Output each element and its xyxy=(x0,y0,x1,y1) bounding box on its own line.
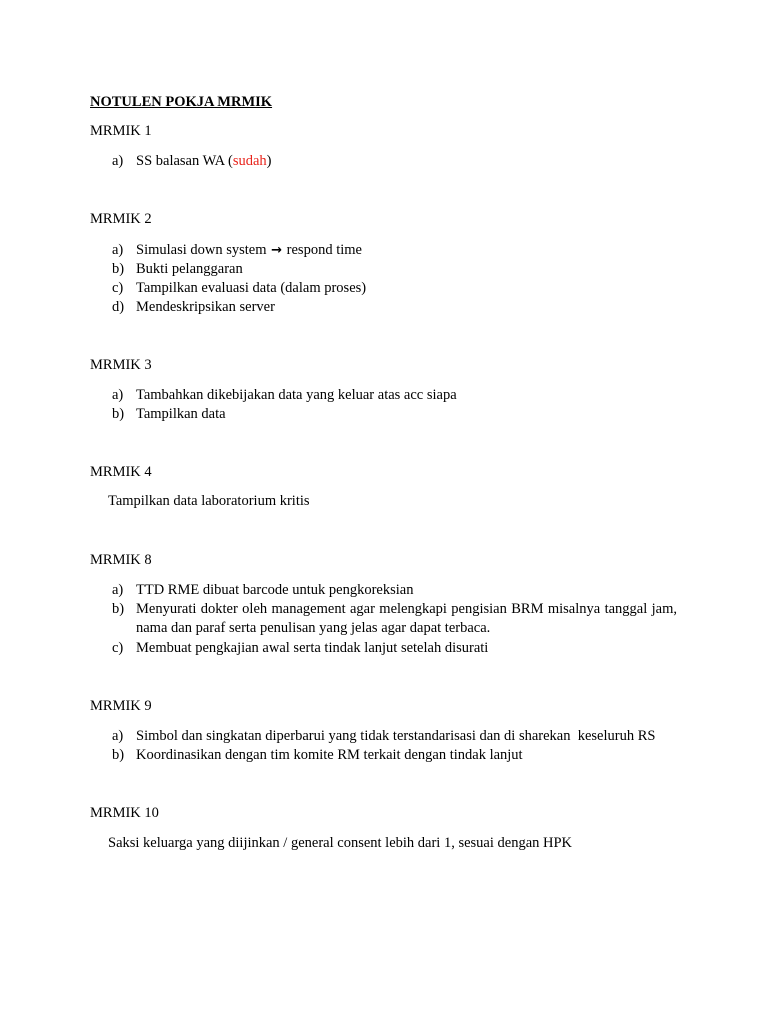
item-text-before: Simulasi down system xyxy=(136,242,267,258)
list-item xyxy=(112,405,677,424)
list-item xyxy=(112,386,677,405)
list-item-text: Tambahkan dikebijakan data yang keluar atas acc siapa xyxy=(136,387,457,403)
document-title: NOTULEN POKJA MRMIK xyxy=(90,94,273,110)
list-item-text xyxy=(136,241,677,260)
list-item-text: Tampilkan data xyxy=(136,406,226,422)
list-marker: b) xyxy=(112,261,125,277)
list-item xyxy=(112,260,677,279)
list-item xyxy=(112,241,677,260)
list-marker: b) xyxy=(112,747,125,763)
list-marker: a) xyxy=(112,387,124,403)
list-marker: a) xyxy=(112,582,124,598)
list-marker: a) xyxy=(112,728,124,744)
section-heading-mrmik-1: MRMIK 1 xyxy=(90,123,152,139)
list-item-text: Simbol dan singkatan diperbarui yang tidak terstandarisasi dan di sharekan keseluruh RS xyxy=(136,728,656,744)
item-text-after: respond time xyxy=(286,242,362,258)
arrow-right-icon: → xyxy=(271,243,283,258)
section-heading-mrmik-3: MRMIK 3 xyxy=(90,357,152,373)
list-item xyxy=(112,600,677,638)
list-item-text xyxy=(136,152,677,171)
section-heading-mrmik-10: MRMIK 10 xyxy=(90,805,159,821)
section-note: Saksi keluarga yang diijinkan / general consent lebih dari 1, sesuai dengan HPK xyxy=(108,835,573,851)
list-item xyxy=(112,152,677,171)
list-item-text: Koordinasikan dengan tim komite RM terkait dengan tindak lanjut xyxy=(136,747,523,763)
list-marker: d) xyxy=(112,299,125,315)
section-heading-mrmik-2: MRMIK 2 xyxy=(90,211,152,227)
list-item xyxy=(112,298,677,317)
list-item xyxy=(112,581,677,600)
list-marker: b) xyxy=(112,601,125,617)
list-item-text: Mendeskripsikan server xyxy=(136,299,275,315)
item-text-before: SS balasan WA ( xyxy=(136,153,233,169)
section-heading-mrmik-9: MRMIK 9 xyxy=(90,698,152,714)
section-heading-mrmik-8: MRMIK 8 xyxy=(90,552,152,568)
list-item xyxy=(112,639,677,658)
list-marker: a) xyxy=(112,242,124,258)
list-item-text: Membuat pengkajian awal serta tindak lanjut setelah disurati xyxy=(136,640,489,656)
list-item-text: Bukti pelanggaran xyxy=(136,261,243,277)
item-text-after: ) xyxy=(266,153,272,169)
section-heading-mrmik-4: MRMIK 4 xyxy=(90,464,152,480)
list-item-text: Menyurati dokter oleh management agar melengkapi pengisian BRM misalnya tanggal jam, nama dan paraf serta penulisan yang jelas agar dapat terbaca. xyxy=(136,601,677,636)
list-marker: a) xyxy=(112,153,124,169)
list-item xyxy=(112,279,677,298)
list-marker: b) xyxy=(112,406,125,422)
status-done-label: sudah xyxy=(232,153,267,169)
list-marker: c) xyxy=(112,640,124,656)
list-item-text: TTD RME dibuat barcode untuk pengkoreksian xyxy=(136,582,414,598)
list-item-text: Tampilkan evaluasi data (dalam proses) xyxy=(136,280,367,296)
list-marker: c) xyxy=(112,280,124,296)
list-item xyxy=(112,746,677,765)
list-item xyxy=(112,727,677,746)
section-note: Tampilkan data laboratorium kritis xyxy=(108,493,310,509)
